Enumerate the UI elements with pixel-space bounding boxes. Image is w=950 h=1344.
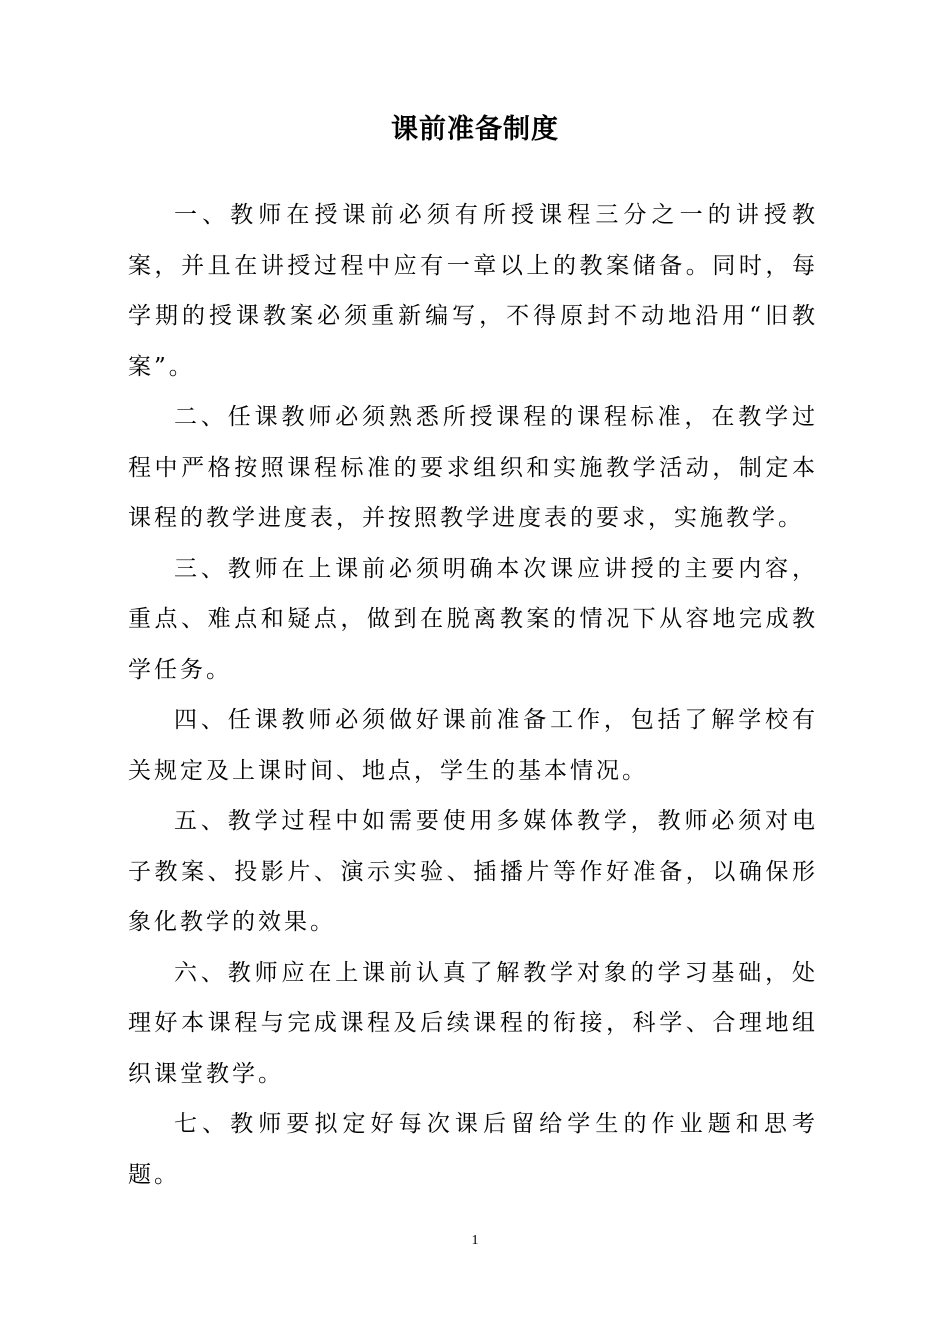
page-number: 1	[471, 1233, 479, 1248]
paragraph-7: 七、教师要拟定好每次课后留给学生的作业题和思考题。	[128, 1111, 818, 1188]
document-body	[128, 190, 818, 1200]
document-title: 课前准备制度	[391, 114, 559, 145]
paragraph-2: 二、任课教师必须熟悉所授课程的课程标准，在教学过程中严格按照课程标准的要求组织和实施教学活动，制定本课程的教学进度表，并按照教学进度表的要求，实施教学。	[128, 404, 818, 531]
paragraph-4: 四、任课教师必须做好课前准备工作，包括了解学校有关规定及上课时间、地点，学生的基本情况。	[128, 707, 818, 784]
paragraph-5: 五、教学过程中如需要使用多媒体教学，教师必须对电子教案、投影片、演示实验、插播片等作好准备，以确保形象化教学的效果。	[128, 808, 818, 935]
paragraph-1: 一、教师在授课前必须有所授课程三分之一的讲授教案，并且在讲授过程中应有一章以上的教案储备。同时，每学期的授课教案必须重新编写，不得原封不动地沿用“旧教案”。	[128, 202, 818, 380]
paragraph-6: 六、教师应在上课前认真了解教学对象的学习基础，处理好本课程与完成课程及后续课程的衔接，科学、合理地组织课堂教学。	[128, 959, 818, 1087]
paragraph-3: 三、教师在上课前必须明确本次课应讲授的主要内容，重点、难点和疑点，做到在脱离教案的情况下从容地完成教学任务。	[128, 555, 818, 683]
